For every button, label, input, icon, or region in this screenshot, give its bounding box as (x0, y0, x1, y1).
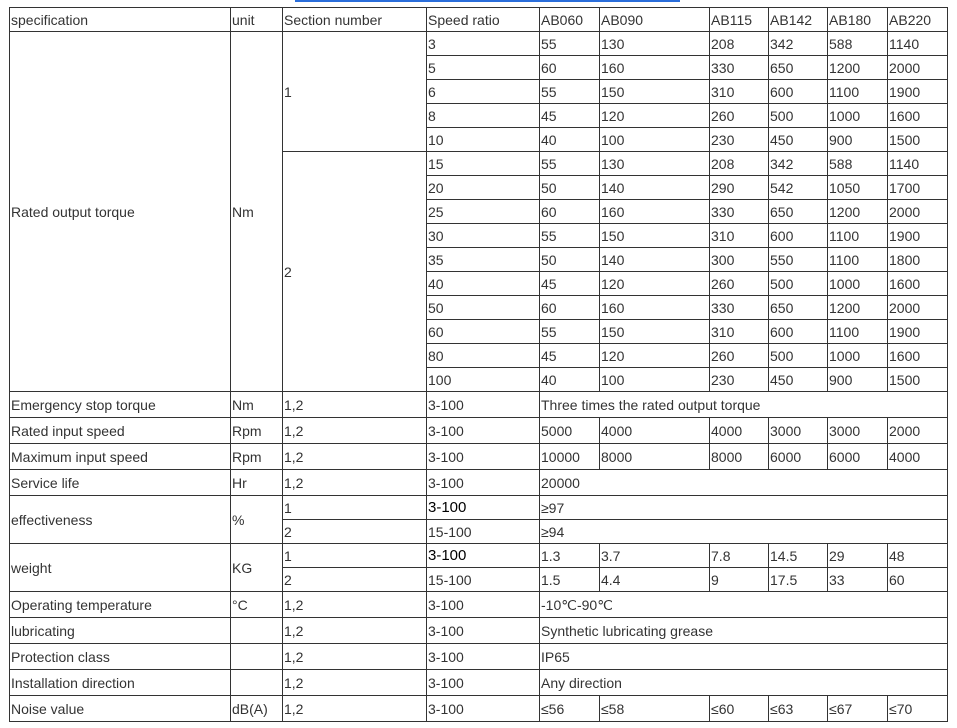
value-cell: 45 (540, 272, 600, 296)
spec-label: effectiveness (10, 496, 231, 544)
value-cell: 4.4 (600, 568, 710, 592)
value-cell: 2000 (888, 418, 948, 444)
value-cell: 260 (710, 104, 769, 128)
value-cell: 588 (828, 152, 888, 176)
value-cell: 6000 (769, 444, 828, 470)
ratio-cell: 60 (427, 320, 540, 344)
spec-label: weight (10, 544, 231, 592)
header-cell: AB060 (540, 8, 600, 32)
value-cell: 650 (769, 56, 828, 80)
ratio-cell: 15-100 (427, 568, 540, 592)
value-cell: 1600 (888, 344, 948, 368)
value-cell: -10℃-90℃ (540, 592, 948, 618)
ratio-cell: 100 (427, 368, 540, 392)
value-cell: 45 (540, 104, 600, 128)
value-cell: 40 (540, 128, 600, 152)
unit-cell: Nm (231, 32, 283, 392)
ratio-cell: 3 (427, 32, 540, 56)
header-cell: specification (10, 8, 231, 32)
value-cell: 120 (600, 272, 710, 296)
operating_temperature-row (10, 592, 948, 618)
spec-label: lubricating (10, 618, 231, 644)
value-cell: 1500 (888, 368, 948, 392)
value-cell: 55 (540, 224, 600, 248)
value-cell: 8000 (710, 444, 769, 470)
ratio-cell: 3-100 (427, 618, 540, 644)
value-cell: 130 (600, 152, 710, 176)
value-cell: 1900 (888, 320, 948, 344)
ratio-cell: 10 (427, 128, 540, 152)
section-cell: 1,2 (283, 444, 427, 470)
spec-label: Emergency stop torque (10, 392, 231, 418)
ratio-cell: 3-100 (427, 544, 540, 568)
spec-label: Maximum input speed (10, 444, 231, 470)
max_input_speed-row (10, 444, 948, 470)
value-cell: 1200 (828, 200, 888, 224)
section-cell: 1,2 (283, 392, 427, 418)
section-cell: 1 (283, 32, 427, 152)
section-cell: 1 (283, 544, 427, 568)
header-cell: AB090 (600, 8, 710, 32)
header-cell: AB142 (769, 8, 828, 32)
header-row (10, 8, 948, 32)
value-cell: 100 (600, 128, 710, 152)
value-cell: 330 (710, 56, 769, 80)
value-cell: 5000 (540, 418, 600, 444)
value-cell: 650 (769, 296, 828, 320)
value-cell: 310 (710, 224, 769, 248)
ratio-cell: 8 (427, 104, 540, 128)
ratio-cell: 3-100 (427, 644, 540, 670)
value-cell: 7.8 (710, 544, 769, 568)
value-cell: 55 (540, 320, 600, 344)
value-cell: 48 (888, 544, 948, 568)
value-cell: ≤63 (769, 696, 828, 722)
header-cell: AB220 (888, 8, 948, 32)
value-cell: 120 (600, 344, 710, 368)
value-cell: ≤56 (540, 696, 600, 722)
value-cell: 600 (769, 224, 828, 248)
ratio-cell: 30 (427, 224, 540, 248)
ratio-cell: 40 (427, 272, 540, 296)
value-cell: Synthetic lubricating grease (540, 618, 948, 644)
value-cell: 500 (769, 104, 828, 128)
value-cell: 650 (769, 200, 828, 224)
value-cell: 1500 (888, 128, 948, 152)
value-cell: 450 (769, 128, 828, 152)
ratio-cell: 3-100 (427, 670, 540, 696)
value-cell: 1000 (828, 272, 888, 296)
ratio-cell: 3-100 (427, 444, 540, 470)
value-cell: 2000 (888, 296, 948, 320)
spec-label: Service life (10, 470, 231, 496)
ratio-cell: 35 (427, 248, 540, 272)
section-cell: 1,2 (283, 470, 427, 496)
spec-label: Noise value (10, 696, 231, 722)
ratio-cell: 3-100 (427, 392, 540, 418)
value-cell: 230 (710, 128, 769, 152)
ratio-cell: 3-100 (427, 418, 540, 444)
value-cell: 900 (828, 368, 888, 392)
value-cell: 9 (710, 568, 769, 592)
value-cell: ≥97 (540, 496, 948, 520)
value-cell: 1200 (828, 56, 888, 80)
ratio-cell: 15 (427, 152, 540, 176)
unit-cell: Rpm (231, 444, 283, 470)
torque-row (10, 32, 948, 56)
protection_class-row (10, 644, 948, 670)
value-cell: ≤70 (888, 696, 948, 722)
value-cell: 1700 (888, 176, 948, 200)
value-cell: 550 (769, 248, 828, 272)
value-cell: 1050 (828, 176, 888, 200)
value-cell: 600 (769, 80, 828, 104)
value-cell: 60 (540, 56, 600, 80)
value-cell: 160 (600, 56, 710, 80)
unit-cell (231, 618, 283, 644)
effectiveness-row (10, 496, 948, 520)
value-cell: 330 (710, 296, 769, 320)
value-cell: 230 (710, 368, 769, 392)
value-cell: 40 (540, 368, 600, 392)
value-cell: 260 (710, 272, 769, 296)
section-cell: 2 (283, 152, 427, 392)
value-cell: 1200 (828, 296, 888, 320)
value-cell: 600 (769, 320, 828, 344)
unit-cell: Hr (231, 470, 283, 496)
spec-table (9, 7, 948, 722)
value-cell: 50 (540, 248, 600, 272)
value-cell: 1900 (888, 80, 948, 104)
ratio-cell: 25 (427, 200, 540, 224)
section-cell: 1,2 (283, 618, 427, 644)
value-cell: 1600 (888, 272, 948, 296)
unit-cell: KG (231, 544, 283, 592)
unit-cell (231, 670, 283, 696)
ratio-cell: 3-100 (427, 592, 540, 618)
section-cell: 1 (283, 496, 427, 520)
emergency_stop-row (10, 392, 948, 418)
unit-cell (231, 644, 283, 670)
value-cell: ≤67 (828, 696, 888, 722)
ratio-cell: 3-100 (427, 470, 540, 496)
installation_direction-row (10, 670, 948, 696)
value-cell: 3000 (828, 418, 888, 444)
value-cell: 130 (600, 32, 710, 56)
value-cell: IP65 (540, 644, 948, 670)
value-cell: 60 (540, 200, 600, 224)
value-cell: 1100 (828, 320, 888, 344)
unit-cell: % (231, 496, 283, 544)
value-cell: 1140 (888, 32, 948, 56)
value-cell: 140 (600, 176, 710, 200)
value-cell: 160 (600, 200, 710, 224)
value-cell: 8000 (600, 444, 710, 470)
value-cell: Three times the rated output torque (540, 392, 948, 418)
value-cell: 1000 (828, 104, 888, 128)
value-cell: 140 (600, 248, 710, 272)
section-cell: 2 (283, 520, 427, 544)
value-cell: 29 (828, 544, 888, 568)
unit-cell: °C (231, 592, 283, 618)
value-cell: 1100 (828, 224, 888, 248)
noise-row (10, 696, 948, 722)
ratio-cell: 5 (427, 56, 540, 80)
value-cell: Any direction (540, 670, 948, 696)
value-cell: 33 (828, 568, 888, 592)
value-cell: 150 (600, 224, 710, 248)
value-cell: 310 (710, 320, 769, 344)
value-cell: 208 (710, 32, 769, 56)
value-cell: 55 (540, 32, 600, 56)
service_life-row (10, 470, 948, 496)
section-cell: 1,2 (283, 696, 427, 722)
value-cell: 3000 (769, 418, 828, 444)
section-cell: 1,2 (283, 670, 427, 696)
value-cell: ≤58 (600, 696, 710, 722)
value-cell: 290 (710, 176, 769, 200)
top-accent-line (295, 0, 680, 2)
rated_input_speed-row (10, 418, 948, 444)
header-cell: AB180 (828, 8, 888, 32)
spec-label: Rated input speed (10, 418, 231, 444)
value-cell: 1900 (888, 224, 948, 248)
value-cell: 342 (769, 32, 828, 56)
ratio-cell: 20 (427, 176, 540, 200)
value-cell: ≥94 (540, 520, 948, 544)
value-cell: 1000 (828, 344, 888, 368)
spec-label: Protection class (10, 644, 231, 670)
value-cell: 208 (710, 152, 769, 176)
value-cell: 4000 (888, 444, 948, 470)
spec-label: Operating temperature (10, 592, 231, 618)
ratio-cell: 3-100 (427, 496, 540, 520)
ratio-cell: 6 (427, 80, 540, 104)
ratio-cell: 3-100 (427, 696, 540, 722)
value-cell: 588 (828, 32, 888, 56)
value-cell: 150 (600, 80, 710, 104)
section-cell: 1,2 (283, 418, 427, 444)
value-cell: 300 (710, 248, 769, 272)
ratio-cell: 15-100 (427, 520, 540, 544)
value-cell: 900 (828, 128, 888, 152)
value-cell: 60 (540, 296, 600, 320)
lubricating-row (10, 618, 948, 644)
unit-cell: Rpm (231, 418, 283, 444)
value-cell: 50 (540, 176, 600, 200)
header-cell: AB115 (710, 8, 769, 32)
value-cell: 60 (888, 568, 948, 592)
value-cell: 310 (710, 80, 769, 104)
value-cell: 500 (769, 344, 828, 368)
value-cell: 150 (600, 320, 710, 344)
value-cell: 14.5 (769, 544, 828, 568)
value-cell: 45 (540, 344, 600, 368)
value-cell: 2000 (888, 56, 948, 80)
unit-cell: Nm (231, 392, 283, 418)
value-cell: 342 (769, 152, 828, 176)
value-cell: 1.3 (540, 544, 600, 568)
value-cell: 6000 (828, 444, 888, 470)
value-cell: 450 (769, 368, 828, 392)
value-cell: 1.5 (540, 568, 600, 592)
ratio-cell: 80 (427, 344, 540, 368)
value-cell: ≤60 (710, 696, 769, 722)
spec-table-body (10, 8, 948, 722)
value-cell: 3.7 (600, 544, 710, 568)
header-cell: Section number (283, 8, 427, 32)
value-cell: 4000 (710, 418, 769, 444)
value-cell: 4000 (600, 418, 710, 444)
value-cell: 10000 (540, 444, 600, 470)
value-cell: 260 (710, 344, 769, 368)
spec-label: Installation direction (10, 670, 231, 696)
unit-cell: dB(A) (231, 696, 283, 722)
value-cell: 1800 (888, 248, 948, 272)
value-cell: 100 (600, 368, 710, 392)
value-cell: 1100 (828, 80, 888, 104)
value-cell: 20000 (540, 470, 948, 496)
value-cell: 160 (600, 296, 710, 320)
header-cell: Speed ratio (427, 8, 540, 32)
weight-row (10, 544, 948, 568)
value-cell: 120 (600, 104, 710, 128)
value-cell: 1600 (888, 104, 948, 128)
value-cell: 55 (540, 80, 600, 104)
section-cell: 2 (283, 568, 427, 592)
value-cell: 17.5 (769, 568, 828, 592)
value-cell: 1100 (828, 248, 888, 272)
ratio-cell: 50 (427, 296, 540, 320)
value-cell: 330 (710, 200, 769, 224)
value-cell: 500 (769, 272, 828, 296)
section-cell: 1,2 (283, 592, 427, 618)
value-cell: 542 (769, 176, 828, 200)
value-cell: 2000 (888, 200, 948, 224)
value-cell: 55 (540, 152, 600, 176)
section-cell: 1,2 (283, 644, 427, 670)
spec-label: Rated output torque (10, 32, 231, 392)
value-cell: 1140 (888, 152, 948, 176)
header-cell: unit (231, 8, 283, 32)
